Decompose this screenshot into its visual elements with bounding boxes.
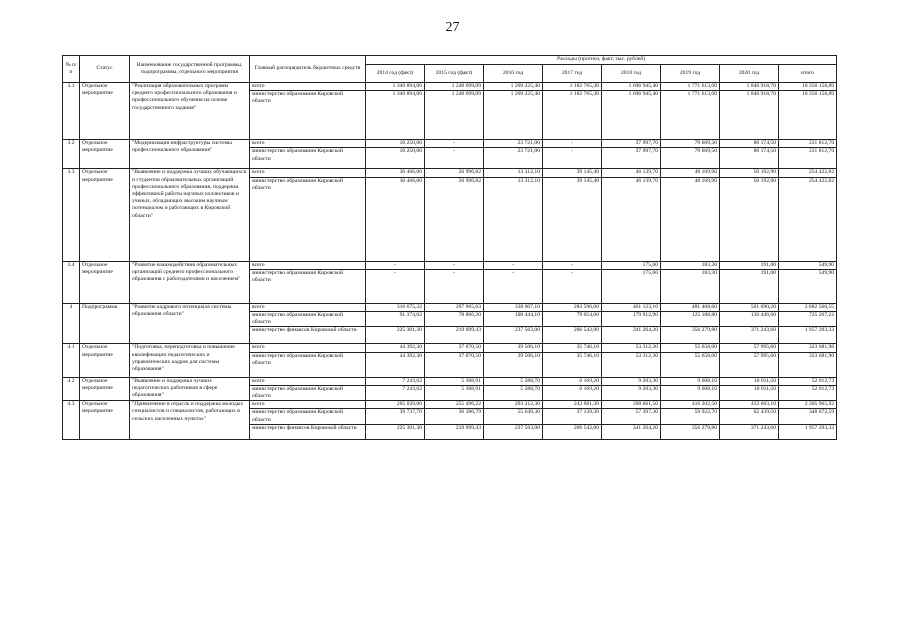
- row-program-name: "Реализация образовательных программ среднего профессионального образования и профессионального обучения на основе государственного задания": [130, 83, 250, 140]
- expense-value: 79 669,30: [661, 140, 720, 148]
- expense-value: 55 658,00: [661, 352, 720, 377]
- header-year: 2014 год (факт): [366, 65, 425, 83]
- row-program-name: "Выявление и поддержка лучших педагогических работников в сфере образования": [130, 377, 250, 401]
- header-year: 2019 год: [661, 65, 720, 83]
- row-budget-admin: министерство образования Кировской области: [250, 269, 366, 303]
- row-budget-admin: всего: [250, 140, 366, 148]
- expense-value: 37 997,70: [602, 148, 661, 169]
- expense-value: 549,90: [779, 261, 837, 269]
- row-budget-admin: министерство финансов Кировской области: [250, 327, 366, 344]
- expense-value: -: [425, 148, 484, 169]
- expense-value: 323 681,90: [779, 344, 837, 352]
- row-number: 3.2: [63, 140, 80, 169]
- expense-value: 206 542,00: [543, 327, 602, 344]
- row-number: 4.2: [63, 377, 80, 401]
- expense-value: -: [543, 140, 602, 148]
- expense-value: 79 054,60: [543, 312, 602, 327]
- expense-value: 26 996,82: [425, 169, 484, 177]
- expense-value: 1 846 918,70: [720, 91, 779, 140]
- row-program-name: "Модернизация инфраструктуры системы профессионального образования": [130, 140, 250, 169]
- expense-value: 78 866,20: [425, 312, 484, 327]
- header-expenses: Расходы (прогноз, факт, тыс. рублей): [366, 56, 837, 65]
- table-row: [63, 261, 837, 269]
- row-status: Отдельное мероприятие: [80, 169, 130, 261]
- expense-value: 39 506,10: [484, 352, 543, 377]
- expense-value: 254 422,82: [779, 177, 837, 261]
- row-program-name: "Привлечение в отрасль и поддержка молодых специалистов и специалистов, работающих в сельских населенных пунктах": [130, 401, 250, 440]
- table-row: [63, 344, 837, 352]
- expense-value: 10 250,00: [366, 148, 425, 169]
- expense-value: 37 070,50: [425, 344, 484, 352]
- row-number: 3.3: [63, 169, 80, 261]
- row-number: 3.4: [63, 261, 80, 303]
- header-year: 2018 год: [602, 65, 661, 83]
- expense-value: 62 439,50: [720, 409, 779, 424]
- row-budget-admin: всего: [250, 377, 366, 385]
- expense-value: -: [366, 269, 425, 303]
- expense-value: 206 542,00: [543, 424, 602, 439]
- expense-value: 1 846 918,70: [720, 83, 779, 91]
- expense-value: 1 696 945,40: [602, 83, 661, 91]
- header-year: итого: [779, 65, 837, 83]
- expense-value: 57 397,30: [602, 409, 661, 424]
- expense-value: 255 496,22: [425, 401, 484, 409]
- expense-value: 356 279,80: [661, 327, 720, 344]
- header-program-name: Наименование государственной программы, подпрограммы, отдельного мероприятия: [130, 56, 250, 83]
- row-budget-admin: министерство финансов Кировской области: [250, 424, 366, 439]
- expense-value: 416 202,50: [661, 401, 720, 409]
- header-year: 2017 год: [543, 65, 602, 83]
- expense-value: 100 444,10: [484, 312, 543, 327]
- expense-value: 23 721,00: [484, 140, 543, 148]
- expense-value: 46 139,70: [602, 177, 661, 261]
- expense-value: 1 340 894,00: [366, 83, 425, 91]
- expense-value: 316 675,32: [366, 303, 425, 311]
- expense-value: 10 011,50: [720, 377, 779, 385]
- expense-value: 501 690,20: [720, 303, 779, 311]
- expense-value: 10 011,50: [720, 385, 779, 400]
- table-row: [63, 401, 837, 409]
- expense-value: -: [484, 261, 543, 269]
- row-status: Подпрограмма: [80, 303, 130, 344]
- row-budget-admin: всего: [250, 83, 366, 91]
- expense-value: 26 996,82: [425, 177, 484, 261]
- expense-value: 243 681,30: [543, 401, 602, 409]
- expense-value: 30 466,00: [366, 169, 425, 177]
- row-budget-admin: всего: [250, 303, 366, 311]
- expense-value: 356 279,80: [661, 424, 720, 439]
- row-program-name: "Развитие кадрового потенциала системы образования области": [130, 303, 250, 344]
- expense-value: 293 212,30: [484, 401, 543, 409]
- expense-value: 39 506,10: [484, 344, 543, 352]
- expense-value: 10 250,00: [366, 140, 425, 148]
- expense-value: 1 957 293,33: [779, 424, 837, 439]
- expense-value: 48 169,90: [661, 177, 720, 261]
- expense-value: 13 312,10: [484, 177, 543, 261]
- expense-value: 39 145,40: [543, 169, 602, 177]
- expense-value: 35 746,10: [543, 352, 602, 377]
- expense-value: 1 182 765,30: [543, 91, 602, 140]
- expense-value: 1 269 225,40: [484, 83, 543, 91]
- expense-value: 461 123,10: [602, 303, 661, 311]
- expense-value: 13 312,10: [484, 169, 543, 177]
- expense-value: 338 007,10: [484, 303, 543, 311]
- expense-value: 1 248 699,09: [425, 83, 484, 91]
- row-budget-admin: всего: [250, 169, 366, 177]
- expense-value: 341 264,20: [602, 327, 661, 344]
- expense-value: 1 771 613,00: [661, 83, 720, 91]
- expense-value: 35 746,10: [543, 344, 602, 352]
- expense-value: 219 099,43: [425, 327, 484, 344]
- row-status: Отдельное мероприятие: [80, 401, 130, 440]
- header-year: 2015 год (факт): [425, 65, 484, 83]
- expense-value: 2 682 560,55: [779, 303, 837, 311]
- expense-value: 1 771 613,00: [661, 91, 720, 140]
- row-budget-admin: министерство образования Кировской области: [250, 91, 366, 140]
- row-budget-admin: министерство образования Кировской области: [250, 148, 366, 169]
- expense-value: -: [543, 261, 602, 269]
- expense-value: 55 649,30: [484, 409, 543, 424]
- expense-value: 52 912,73: [779, 385, 837, 400]
- expense-value: 44 392,30: [366, 352, 425, 377]
- row-budget-admin: министерство образования Кировской области: [250, 352, 366, 377]
- expense-value: 231 812,70: [779, 140, 837, 148]
- expense-value: 323 681,90: [779, 352, 837, 377]
- expense-value: 179 912,90: [602, 312, 661, 327]
- expense-value: 6 169,20: [543, 377, 602, 385]
- row-status: Отдельное мероприятие: [80, 261, 130, 303]
- expense-value: 10 356 158,89: [779, 83, 837, 91]
- expense-value: 341 264,20: [602, 424, 661, 439]
- expense-value: 9 608,10: [661, 377, 720, 385]
- row-number: 4.1: [63, 344, 80, 377]
- row-program-name: "Выявление и поддержка лучших обучающихся и студентов образовательных организаций профессионального образования, поддержка эффективной работы научных коллективов и ученых, обладающих высоким научным потенциалом и работающих в Кировской области": [130, 169, 250, 261]
- expense-value: 9 203,30: [602, 377, 661, 385]
- expense-value: 50 192,90: [720, 177, 779, 261]
- expense-value: 481 468,60: [661, 303, 720, 311]
- expense-value: 44 392,30: [366, 344, 425, 352]
- expense-value: 50 192,90: [720, 169, 779, 177]
- expense-value: 183,30: [661, 261, 720, 269]
- row-budget-admin: министерство образования Кировской области: [250, 409, 366, 424]
- expense-value: 52 912,73: [779, 377, 837, 385]
- expense-value: 297 965,63: [425, 303, 484, 311]
- table-row: [63, 83, 837, 91]
- expense-value: -: [543, 148, 602, 169]
- expense-value: 225 301,30: [366, 327, 425, 344]
- row-number: 4.3: [63, 401, 80, 440]
- expense-value: 37 070,50: [425, 352, 484, 377]
- header-budget-admin: Главный распорядитель бюджетных средств: [250, 56, 366, 83]
- expense-value: 7 243,02: [366, 377, 425, 385]
- expense-value: 80 174,50: [720, 148, 779, 169]
- expense-value: 231 812,70: [779, 148, 837, 169]
- row-budget-admin: министерство образования Кировской области: [250, 177, 366, 261]
- expense-value: -: [425, 140, 484, 148]
- expense-value: 433 683,10: [720, 401, 779, 409]
- expense-value: 37 997,70: [602, 140, 661, 148]
- row-number: 4: [63, 303, 80, 344]
- expense-value: 191,00: [720, 261, 779, 269]
- row-status: Отдельное мероприятие: [80, 377, 130, 401]
- row-budget-admin: всего: [250, 344, 366, 352]
- expense-value: 1 957 293,33: [779, 327, 837, 344]
- header-year: 2020 год: [720, 65, 779, 83]
- row-status: Отдельное мероприятие: [80, 140, 130, 169]
- expense-value: 55 658,00: [661, 344, 720, 352]
- table-row: [63, 140, 837, 148]
- expense-value: 10 356 158,89: [779, 91, 837, 140]
- expense-value: -: [425, 269, 484, 303]
- page-number: 27: [445, 20, 460, 35]
- expense-value: 254 422,82: [779, 169, 837, 177]
- expense-value: 1 182 765,30: [543, 83, 602, 91]
- table-row: [63, 377, 837, 385]
- expense-value: 36 386,79: [425, 409, 484, 424]
- expense-value: 1 340 894,00: [366, 91, 425, 140]
- expense-value: 79 669,50: [661, 148, 720, 169]
- expense-value: 237 563,00: [484, 424, 543, 439]
- expense-value: 39 145,40: [543, 177, 602, 261]
- expense-value: -: [425, 261, 484, 269]
- expense-value: 175,60: [602, 269, 661, 303]
- expense-value: 371 243,60: [720, 424, 779, 439]
- expense-value: 46 139,70: [602, 169, 661, 177]
- expense-value: 1 696 945,40: [602, 91, 661, 140]
- row-budget-admin: министерство образования Кировской области: [250, 385, 366, 400]
- expense-value: 1 269 225,40: [484, 91, 543, 140]
- table-row: [63, 169, 837, 177]
- table-row: [63, 303, 837, 311]
- expense-value: 265 039,00: [366, 401, 425, 409]
- expense-value: 1 248 699,09: [425, 91, 484, 140]
- header-no: № п/п: [63, 56, 80, 83]
- expense-value: 549,90: [779, 269, 837, 303]
- expense-value: 59 922,70: [661, 409, 720, 424]
- expense-value: 53 312,30: [602, 344, 661, 352]
- expense-value: 219 099,43: [425, 424, 484, 439]
- expense-value: 57 995,60: [720, 352, 779, 377]
- expense-value: 183,30: [661, 269, 720, 303]
- expense-value: 23 721,00: [484, 148, 543, 169]
- expense-value: 348 672,59: [779, 409, 837, 424]
- row-budget-admin: министерство образования Кировской области: [250, 312, 366, 327]
- row-budget-admin: всего: [250, 261, 366, 269]
- expense-value: 5 388,91: [425, 377, 484, 385]
- expense-value: 6 169,20: [543, 385, 602, 400]
- expense-value: 2 305 965,92: [779, 401, 837, 409]
- row-number: 3.1: [63, 83, 80, 140]
- row-status: Отдельное мероприятие: [80, 83, 130, 140]
- expense-value: -: [366, 261, 425, 269]
- expense-value: 398 661,50: [602, 401, 661, 409]
- expense-value: 125 188,80: [661, 312, 720, 327]
- expense-value: 48 169,90: [661, 169, 720, 177]
- header-year: 2016 год: [484, 65, 543, 83]
- expense-value: 130 446,60: [720, 312, 779, 327]
- row-status: Отдельное мероприятие: [80, 344, 130, 377]
- expense-value: 80 174,50: [720, 140, 779, 148]
- expense-value: -: [484, 269, 543, 303]
- expense-value: 237 563,00: [484, 327, 543, 344]
- expense-value: -: [543, 269, 602, 303]
- budget-table: [62, 55, 837, 440]
- expense-value: 57 995,60: [720, 344, 779, 352]
- expense-value: 5 288,70: [484, 377, 543, 385]
- expense-value: 5 388,91: [425, 385, 484, 400]
- expense-value: 39 737,70: [366, 409, 425, 424]
- expense-value: 37 139,30: [543, 409, 602, 424]
- expense-value: 5 288,70: [484, 385, 543, 400]
- expense-value: 371 243,60: [720, 327, 779, 344]
- row-program-name: "Подготовка, переподготовка и повышение квалификации педагогических и управленческих кадров для системы образования": [130, 344, 250, 377]
- expense-value: 7 243,02: [366, 385, 425, 400]
- header-status: Статус: [80, 56, 130, 83]
- expense-value: 53 312,30: [602, 352, 661, 377]
- expense-value: 9 203,30: [602, 385, 661, 400]
- expense-value: 175,60: [602, 261, 661, 269]
- expense-value: 191,00: [720, 269, 779, 303]
- row-program-name: "Развитие взаимодействия образовательных организаций среднего профессионального образования с работодателями и населением": [130, 261, 250, 303]
- expense-value: 91 374,02: [366, 312, 425, 327]
- expense-value: 283 596,60: [543, 303, 602, 311]
- expense-value: 30 466,00: [366, 177, 425, 261]
- row-budget-admin: всего: [250, 401, 366, 409]
- expense-value: 9 608,10: [661, 385, 720, 400]
- expense-value: 225 301,30: [366, 424, 425, 439]
- expense-value: 725 267,22: [779, 312, 837, 327]
